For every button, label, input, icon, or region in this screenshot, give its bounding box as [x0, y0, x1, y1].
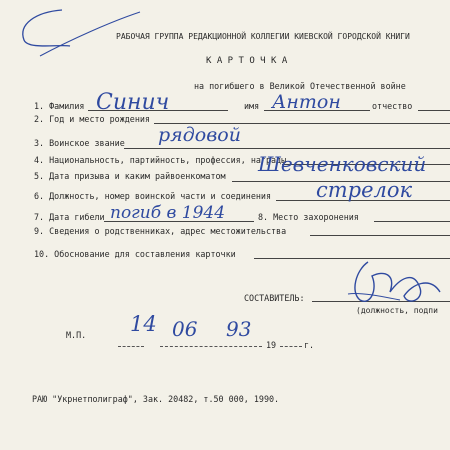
card-subtitle: на погибшего в Великой Отечественной войне — [194, 81, 406, 91]
field-rank-label: 3. Воинское звание — [34, 138, 125, 148]
field-nationality-label: 4. Национальность, партийность, профессия, награды — [34, 155, 287, 165]
card-title: К А Р Т О Ч К А — [206, 56, 288, 66]
field-basis-label: 10. Обоснование для составления карточки — [34, 249, 236, 259]
commissariat-handwritten: Шевченковский — [258, 152, 427, 176]
year-line — [280, 346, 302, 347]
print-info: РАЮ "Укрнетполиграф", Зак. 20482, т.50 000, 1990. — [32, 394, 280, 404]
year-prefix: 19 — [266, 340, 277, 350]
field-relatives-label: 9. Сведения о родственниках, адрес местожительства — [34, 226, 287, 236]
field-death-date-label: 7. Дата гибели — [34, 212, 105, 222]
name-handwritten: Антон — [272, 91, 341, 113]
year-suffix: г. — [304, 340, 315, 350]
date-day-handwritten: 14 — [130, 312, 157, 336]
field-burial-label: 8. Место захоронения — [258, 212, 359, 222]
day-line — [118, 346, 144, 347]
stamp-place-label: М.П. — [66, 330, 87, 340]
field-patronymic-label: отчество — [372, 101, 413, 111]
signature-caption: (должность, подпи — [356, 306, 438, 315]
rank-handwritten: рядовой — [158, 124, 241, 146]
field-surname-label: 1. Фамилия — [34, 101, 85, 111]
date-month-handwritten: 06 — [172, 317, 198, 341]
surname-handwritten: Синич — [96, 90, 170, 115]
org-header: РАБОЧАЯ ГРУППА РЕДАКЦИОННОЙ КОЛЛЕГИИ КИЕВСКОЙ ГОРОДСКОЙ КНИГИ — [116, 32, 410, 41]
death-date-handwritten: погиб в 1944 — [110, 203, 226, 223]
field-position-label: 6. Должность, номер воинской части и соединения — [34, 191, 271, 201]
month-line — [160, 346, 262, 347]
position-handwritten: стрелок — [316, 178, 413, 202]
field-conscription-label: 5. Дата призыва и каким райвоенкоматом — [34, 171, 226, 181]
field-name-label: имя — [244, 101, 260, 111]
compiler-label: СОСТАВИТЕЛЬ: — [244, 293, 305, 303]
date-year-handwritten: 93 — [226, 317, 252, 341]
field-birth-label: 2. Год и место рождения — [34, 114, 150, 124]
